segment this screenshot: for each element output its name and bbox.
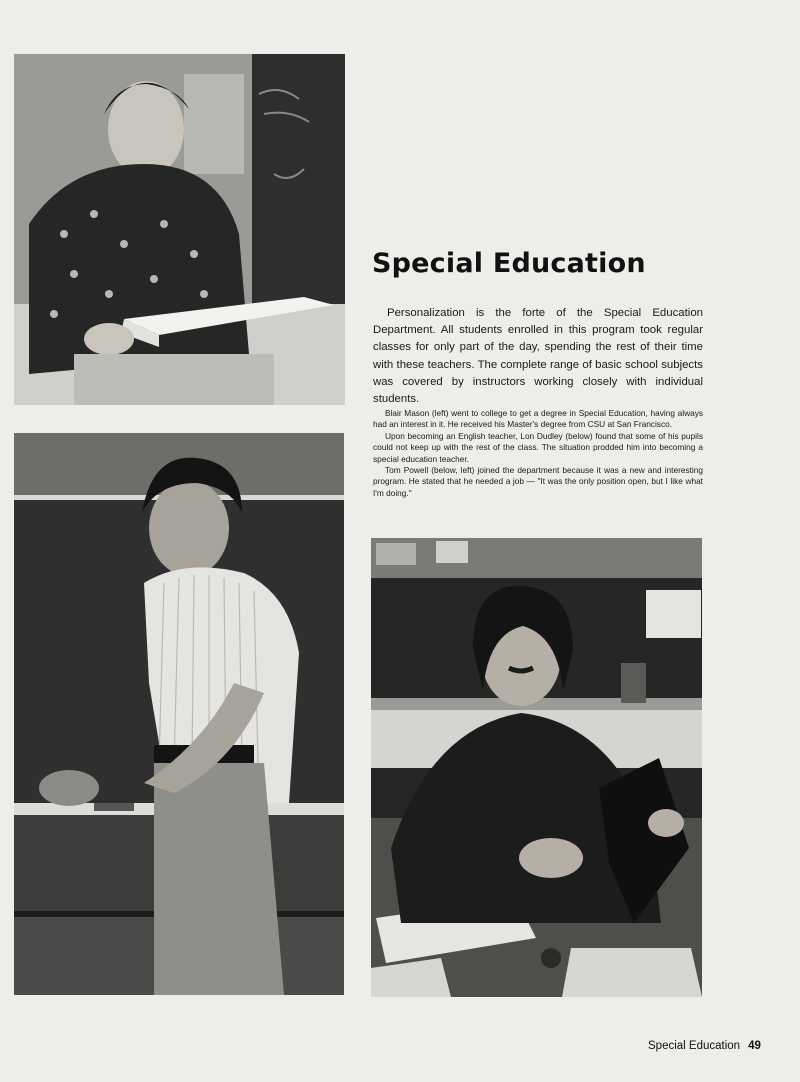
page-footer (648, 1040, 761, 1052)
intro-paragraph: Personalization is the forte of the Special Education Department. All students enrolled in this program took regular classes for only part of the day, spending the rest of their time with these teachers. The complete range of basic school subjects was covered by instructors working closely with individual students. (373, 307, 703, 406)
footer-section-name: Special Education (648, 1040, 741, 1052)
photo-lon-dudley (14, 433, 344, 995)
page-title: Special Education (372, 248, 646, 279)
caption-lon-dudley: Upon becoming an English teacher, Lon Dudley (below) found that some of his pupils could not keep up with the rest of the class. The situation prodded him into becoming a special education teacher. (373, 430, 703, 464)
caption-blair-mason: Blair Mason (left) went to college to get a degree in Special Education, having always had an interest in it. He received his Master's degree from CSU at San Francisco. (373, 408, 703, 430)
caption-tom-powell: Tom Powell (below, left) joined the department because it was a new and interesting program. He stated that he needed a job — "It was the only position open, but I like what I'm doing." (373, 465, 703, 498)
photo-captions (373, 408, 703, 499)
page-number: 49 (748, 1040, 761, 1052)
photo-tom-powell (371, 538, 702, 997)
photo-blair-mason (14, 54, 345, 405)
